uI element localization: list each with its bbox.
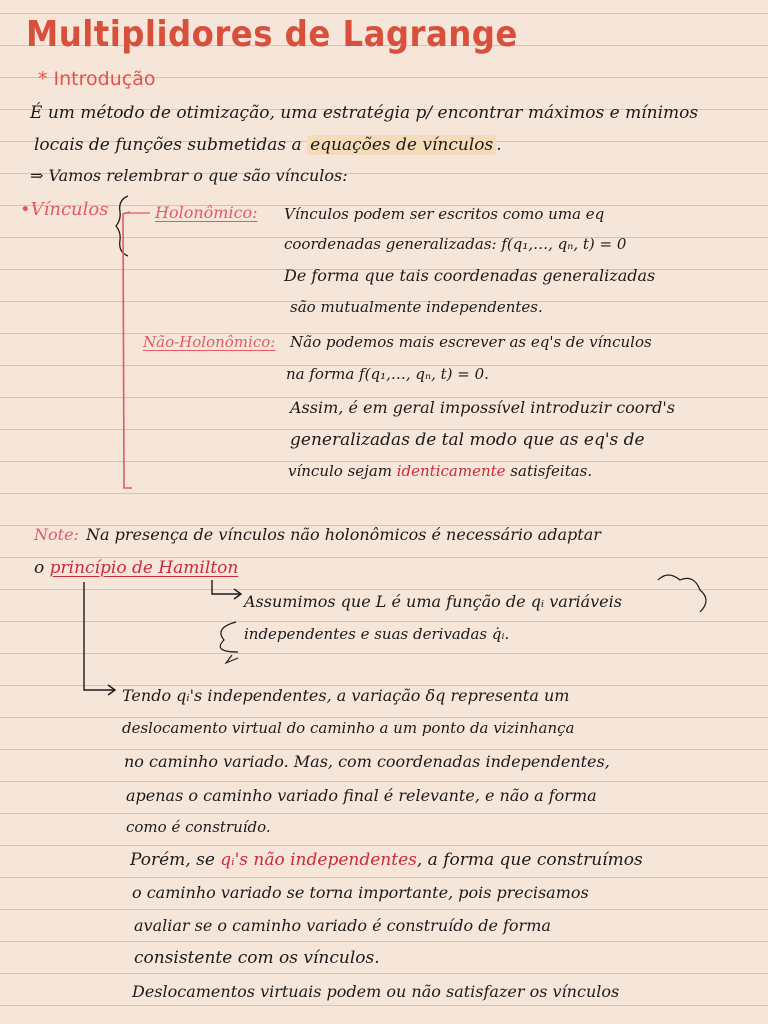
nao-holonomico-line-4: generalizadas de tal modo que as eq's de xyxy=(290,430,645,450)
qi-nao-independentes: qᵢ's não independentes xyxy=(220,850,417,870)
intro-line-3: ⇒ Vamos relembrar o que são vínculos: xyxy=(30,166,348,185)
holonomico-label: Holonômico: xyxy=(155,203,258,222)
paragraph2-line-3: avaliar se o caminho variado é construído de forma xyxy=(134,916,551,935)
nao-holonomico-line-2: na forma f(q₁,…, qₙ, t) = 0. xyxy=(286,365,489,383)
paragraph3-line-1: Deslocamentos virtuais podem ou não satisfazer os vínculos xyxy=(132,982,620,1001)
identicamente-word: identicamente xyxy=(396,462,506,480)
paragraph2-line-4: consistente com os vínculos. xyxy=(134,948,380,968)
bubble-line-1: Assumimos que L é uma função de qᵢ variáveis xyxy=(244,592,622,611)
nao-holonomico-label: Não-Holonômico: xyxy=(143,333,276,351)
bubble-line-2: independentes e suas derivadas q̇ᵢ. xyxy=(244,625,510,643)
paragraph1-line-2: deslocamento virtual do caminho a um ponto da vizinhança xyxy=(122,719,575,737)
arrow-to-bubble xyxy=(212,580,240,594)
paragraph1-line-4: apenas o caminho variado final é relevante, e não a forma xyxy=(126,786,597,805)
principio-de-hamilton: princípio de Hamilton xyxy=(49,558,239,578)
brace-icon xyxy=(116,196,128,256)
paragraph1-line-5: como é construído. xyxy=(126,818,271,836)
arrow-down-right xyxy=(84,582,114,690)
note-label: Note: xyxy=(34,525,79,544)
highlight-equacoes-de-vinculos: equações de vínculos xyxy=(307,135,496,155)
paragraph2-line-1: Porém, se qᵢ's não independentes, a forma que construímos xyxy=(130,850,643,870)
vinculos-label: •Vínculos xyxy=(20,199,109,220)
section-heading-introducao: * Introdução xyxy=(38,68,156,90)
nao-holonomico-line-1: Não podemos mais escrever as eq's de vínculos xyxy=(290,333,652,351)
note-line-1: Na presença de vínculos não holonômicos é necessário adaptar xyxy=(86,525,601,544)
note-line-2: o princípio de Hamilton xyxy=(34,558,239,578)
nao-holonomico-line-3: Assim, é em geral impossível introduzir coord's xyxy=(290,398,675,417)
paragraph1-line-1: Tendo qᵢ's independentes, a variação δq representa um xyxy=(122,686,570,705)
intro-line-1: É um método de otimização, uma estratégia p/ encontrar máximos e mínimos xyxy=(30,103,699,123)
page-title: Multiplidores de Lagrange xyxy=(26,14,518,55)
intro-line-2: locais de funções submetidas a equações de vínculos . xyxy=(34,135,502,155)
nao-holonomico-line-5: vínculo sejam identicamente satisfeitas. xyxy=(288,462,593,480)
paragraph1-line-3: no caminho variado. Mas, com coordenadas independentes, xyxy=(124,752,610,771)
paragraph2-line-2: o caminho variado se torna importante, pois precisamos xyxy=(132,883,589,902)
holonomico-line-3: De forma que tais coordenadas generalizadas xyxy=(284,266,656,285)
holonomico-line-2: coordenadas generalizadas: f(q₁,…, qₙ, t) = 0 xyxy=(284,235,627,253)
holonomico-line-1: Vínculos podem ser escritos como uma eq xyxy=(284,205,605,223)
thought-bubble xyxy=(220,622,238,652)
holonomico-line-4: são mutualmente independentes. xyxy=(290,298,543,316)
